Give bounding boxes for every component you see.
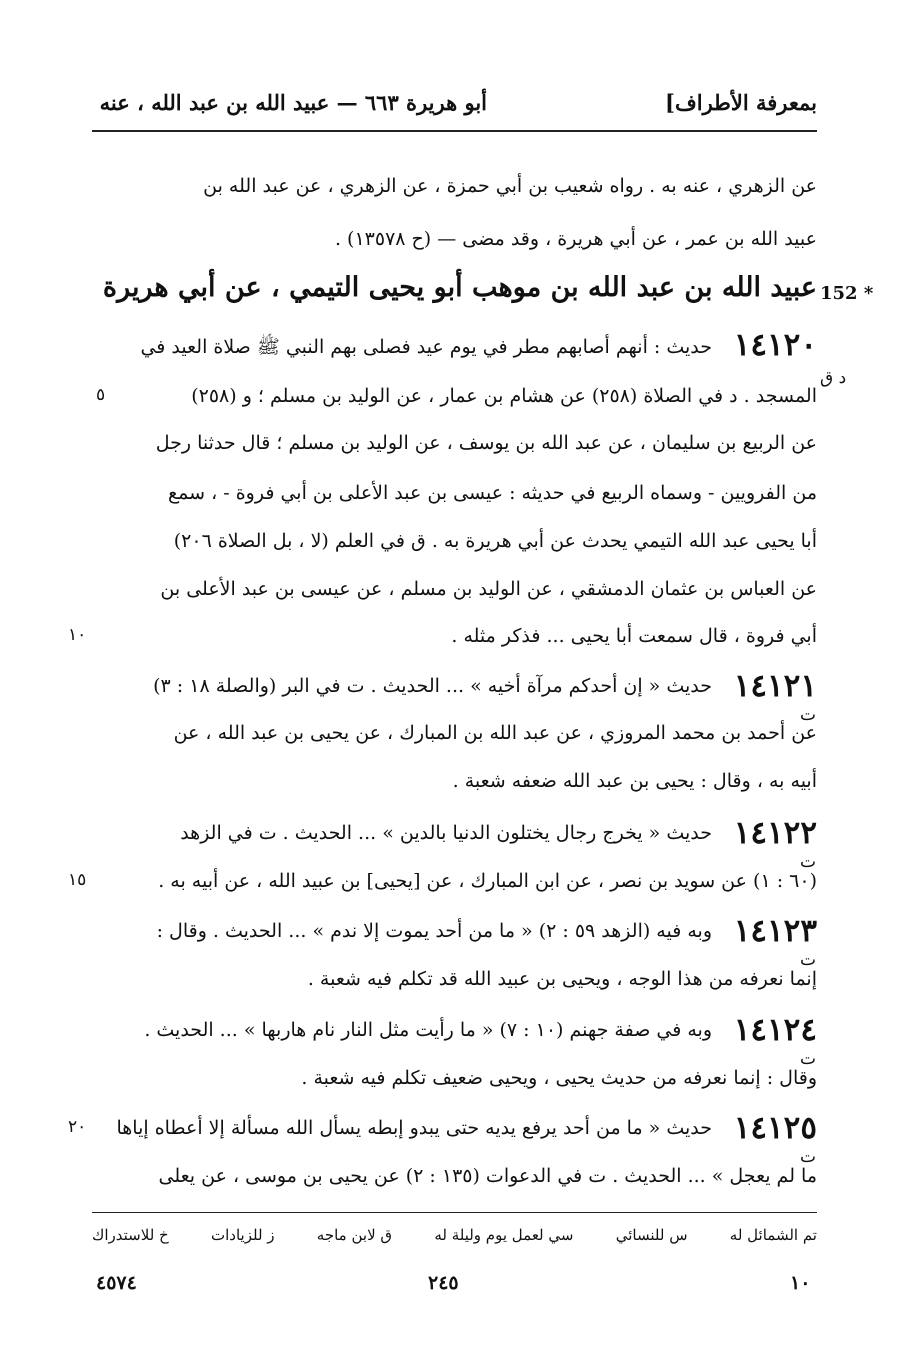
legend-item: ق لابن ماجه [316,1226,393,1244]
entry-14121-line-3: أبيه به ، وقال : يحيى بن عبد الله ضعفه شعبة . [452,770,817,792]
margin-number-20: ٢٠ [68,1117,87,1137]
legend-item: خ للاستدراك [92,1226,169,1244]
margin-number-5: ٥ [96,385,106,405]
entry-14123-line-2: إنما نعرفه من هذا الوجه ، ويحيى بن عبيد الله قد تكلم فيه شعبة . [307,968,817,990]
legend-item: س للنسائي [615,1226,688,1244]
entry-14121-sigla: ت [800,705,817,725]
entry-14120-line-7: أبي فروة ، قال سمعت أبا يحيى ... فذكر مثله . [451,625,817,647]
footer-rule [92,1212,817,1213]
entry-14120-sigla: د ق [820,368,847,388]
footer-legend [92,1226,817,1244]
header-book-title: بمعرفة الأطراف] [665,90,817,115]
entry-14120-line-1: حديث : أنهم أصابهم مطر في يوم عيد فصلى بهم النبي ﷺ صلاة العيد في [140,336,712,358]
margin-number-10: ١٠ [68,625,87,645]
entry-14125-line-2: ما لم يعجل » ... الحديث . ت في الدعوات (١٣٥ : ٢) عن يحيى بن موسى ، عن يعلى [158,1165,817,1187]
entry-14120-line-4: من الفرويين - وسماه الربيع في حديثه : عيسى بن عبد الأعلى بن أبي فروة - ، سمع [168,482,817,504]
entry-14124-line-2: وقال : إنما نعرفه من حديث يحيى ، ويحيى ضعيف تكلم فيه شعبة . [301,1067,817,1089]
section-marker: 152 * [820,283,874,304]
footer-right-number: ١٠ [790,1272,811,1294]
margin-number-15: ١٥ [68,870,87,890]
entry-14121-line-2: عن أحمد بن محمد المروزي ، عن عبد الله بن المبارك ، عن يحيى بن عبد الله ، عن [173,722,817,744]
entry-number-14125: ١٤١٢٥ [733,1110,817,1146]
entry-14120-line-3: عن الربيع بن سليمان ، عن عبد الله بن يوسف ، عن الوليد بن مسلم ؛ قال حدثنا رجل [155,432,817,454]
footer-left-number: ٤٥٧٤ [96,1272,137,1294]
entry-14123-sigla: ت [800,950,817,970]
entry-14120-line-6: عن العباس بن عثمان الدمشقي ، عن الوليد بن مسلم ، عن عيسى بن عبد الأعلى بن [160,578,817,600]
entry-number-14123: ١٤١٢٣ [733,913,817,949]
entry-14124-line-1: وبه في صفة جهنم (١٠ : ٧) « ما رأيت مثل النار نام هاربها » ... الحديث . [144,1019,712,1041]
entry-14120-line-2: المسجد . د في الصلاة (٢٥٨) عن هشام بن عمار ، عن الوليد بن مسلم ؛ و (٢٥٨) [191,385,817,407]
entry-14120-line-5: أبا يحيى عبد الله التيمي يحدث عن أبي هريرة به . ق في العلم (لا ، بل الصلاة ٢٠٦) [173,530,817,552]
legend-item: تم الشمائل له [729,1226,817,1244]
intro-line-1: عن الزهري ، عنه به . رواه شعيب بن أبي حمزة ، عن الزهري ، عن عبد الله بن [203,175,817,197]
page-number: ٢٤٥ [428,1272,459,1294]
entry-14122-line-2: (٦٠ : ١) عن سويد بن نصر ، عن ابن المبارك ، عن [يحيى] بن عبيد الله ، عن أبيه به . [158,870,817,892]
legend-item: سي لعمل يوم وليلة له [434,1226,574,1244]
entry-number-14124: ١٤١٢٤ [733,1012,817,1048]
entry-14122-line-1: حديث « يخرج رجال يختلون الدنيا بالدين » ... الحديث . ت في الزهد [180,822,712,844]
header-rule [92,130,817,132]
entry-number-14122: ١٤١٢٢ [733,815,817,851]
section-title: عبيد الله بن عبد الله بن موهب أبو يحيى التيمي ، عن أبي هريرة [102,272,817,303]
entry-14123-line-1: وبه فيه (الزهد ٥٩ : ٢) « ما من أحد يموت إلا ندم » ... الحديث . وقال : [156,920,712,942]
entry-14121-line-1: حديث « إن أحدكم مرآة أخيه » ... الحديث . ت في البر (والصلة ١٨ : ٣) [153,675,712,697]
entry-14122-sigla: ت [800,852,817,872]
header-chapter-title: أبو هريرة ٦٦٣ — عبيد الله بن عبد الله ، عنه [99,90,487,115]
legend-item: ز للزيادات [210,1226,275,1244]
entry-number-14121: ١٤١٢١ [733,668,817,704]
entry-14125-line-1: حديث « ما من أحد يرفع يديه حتى يبدو إبطه يسأل الله مسألة إلا أعطاه إياها [116,1117,712,1139]
entry-number-14120: ١٤١٢٠ [733,327,817,363]
intro-line-2: عبيد الله بن عمر ، عن أبي هريرة ، وقد مضى — (ح ١٣٥٧٨) . [334,228,817,250]
entry-14124-sigla: ت [800,1049,817,1069]
entry-14125-sigla: ت [800,1147,817,1167]
